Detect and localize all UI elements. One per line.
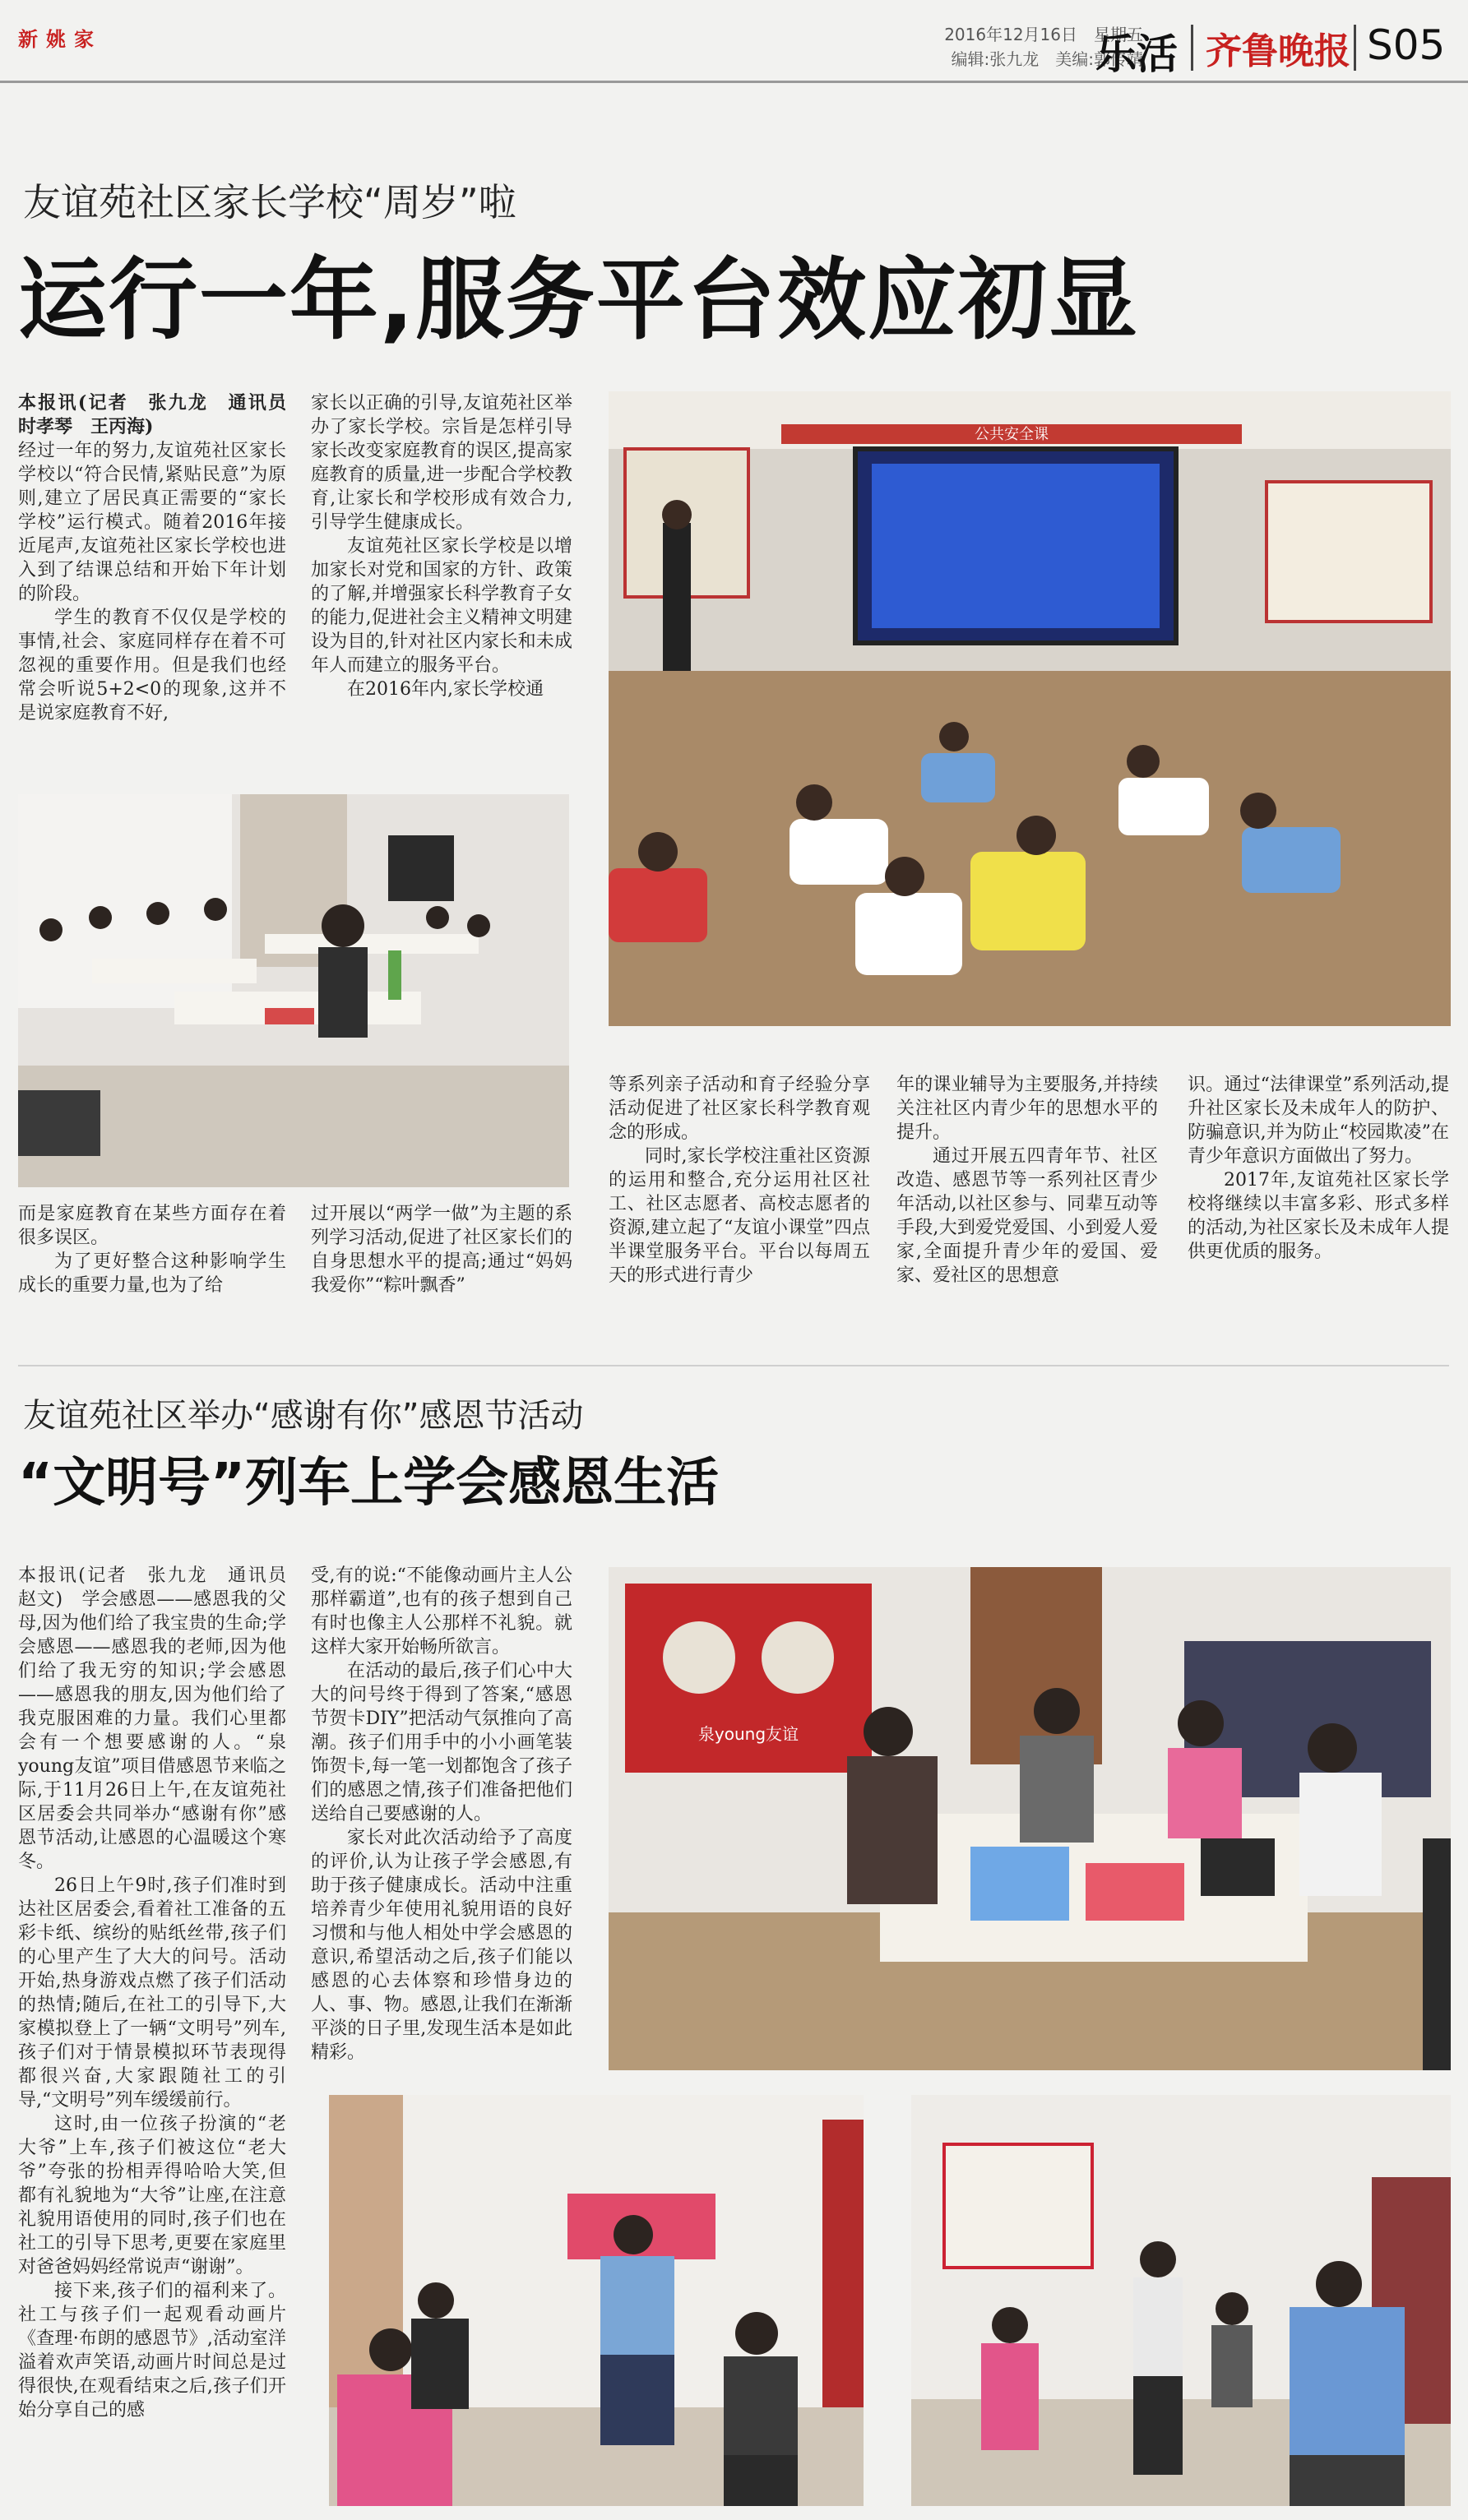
paragraph: 这时,由一位孩子扮演的“老大爷”上车,孩子们被这位“老大爷”夸张的扮相弄得哈哈大笑,但都有礼貌地为“大爷”让座,在注意礼貌用语使用的同时,孩子们也在社工的引导下思考,更要在家庭里对爸爸妈妈经常说声“谢谢”。 [18,2114,286,2277]
paragraph: 在活动的最后,孩子们心中大大的问号终于得到了答案,“感恩节贺卡DIY”把活动气氛推向了高潮。孩子们用手中的小小画笔装饰贺卡,每一笔一划都饱含了孩子们的感恩之情,孩子们准备把他们送给自己要感谢的人。 [311,1661,572,1824]
paragraph: 在2016年内,家长学校通 [347,679,544,700]
article2-title: “文明号”列车上学会感恩生活 [18,1453,720,1514]
editor-credits: 编辑:张九龙 美编:郭传靖 [951,49,1143,69]
paragraph: 友谊苑社区家长学校是以增加家长对党和国家的方针、政策的了解,并增强家长科学教育子女的能力,促进社会主义精神文明建设为目的,针对社区内家长和未成年人而建立的服务平台。 [311,536,572,676]
paragraph: 本报讯(记者 张九龙 通讯员 赵文) 学会感恩——感恩我的父母,因为他们给了我宝贵的生命;学会感恩——感恩我的老师,因为他们给了我无穷的知识;学会感恩——感恩我的朋友,因为他们给了我克服困难的力量。我们心里都会有一个想要感谢的人。“泉young友谊”项目借感恩节来临之际,于11月26日上午,在友谊苑社区居委会共同举办“感谢有你”感恩节活动,让感恩的心温暖这个寒冬。 [18,1565,305,1872]
paragraph: 而是家庭教育在某些方面存在着很多误区。 [18,1204,286,1248]
paragraph: 学生的教育不仅仅是学校的事情,社会、家庭同样存在着不可忽视的重要作用。但是我们也经常会听说5+2<0的现象,这并不是说家庭教育不好, [18,608,286,724]
page-number: S05 [1367,21,1446,69]
article1-column-4 [896,1073,1158,1288]
paragraph: 26日上午9时,孩子们准时到达社区居委会,看着社工准备的五彩卡纸、缤纷的贴纸丝带,孩子们的心里产生了大大的问号。活动开始,热身游戏点燃了孩子们活动的热情;随后,在社工的引导下,大家模拟登上了一辆“文明号”列车,孩子们对于情景模拟环节表现得都很兴奋,大家跟随社工的引导,“文明号”列车缓缓前行。 [18,1875,286,2111]
paragraph: 家长对此次活动给予了高度的评价,认为让孩子学会感恩,有助于孩子健康成长。活动中注重培养青少年使用礼貌用语的良好习惯和与他人相处中学会感恩的意识,希望活动之后,孩子们能以感恩的心去体察和珍惜身边的人、事、物。感恩,让我们在渐渐平淡的日子里,发现生活本是如此精彩。 [311,1828,572,2063]
paragraph: 识。通过“法律课堂”系列活动,提升社区家长及未成年人的防护、防骗意识,并为防止“校园欺凌”在青少年意识方面做出了努力。 [1188,1075,1449,1167]
paragraph: 等系列亲子活动和育子经验分享活动促进了社区家长科学教育观念的形成。 [609,1075,870,1143]
article1-column-5 [1188,1073,1449,1264]
article2-subtitle: 友谊苑社区举办“感谢有你”感恩节活动 [23,1397,584,1435]
photo-safety-class [609,391,1451,1026]
article-divider [18,1365,1449,1366]
paragraph: 通过开展五四青年节、社区改造、感恩节等一系列社区青少年活动,以社区参与、同辈互动等手段,大到爱党爱国、小到爱人爱家,全面提升青少年的爱国、爱家、爱社区的思想意 [896,1146,1158,1286]
issue-date: 2016年12月16日 星期五 [944,25,1143,44]
newspaper-logo: 齐鲁晚报 [1206,30,1350,72]
photo-card-diy [609,1567,1451,2070]
photo-role-play [911,2095,1451,2506]
article1-column-2 [311,391,572,701]
banner-text: 公共安全课 [975,426,1049,443]
paragraph: 为了更好整合这种影响学生成长的重要力量,也为了给 [18,1251,286,1296]
paragraph: 过开展以“两学一做”为主题的系列学习活动,促进了社区家长们的自身思想水平的提高;通过“妈妈我爱你”“粽叶飘香” [311,1204,572,1296]
article1-title: 运行一年,服务平台效应初显 [18,249,1140,352]
paragraph: 接下来,孩子们的福利来了。社工与孩子们一起观看动画片《查理·布朗的感恩节》,活动室洋溢着欢声笑语,动画片时间总是过得很快,在观看结束之后,孩子们开始分享自己的感 [18,2281,286,2421]
article1-column-1-continued [18,1202,286,1297]
banner-text: 泉young友谊 [697,1724,799,1744]
article1-column-2-continued [311,1202,572,1297]
section-name: 乐活 [1095,30,1178,78]
article2-column-2 [311,1564,572,2065]
paragraph: 年的课业辅导为主要服务,并持续关注社区内青少年的思想水平的提升。 [896,1075,1158,1143]
header-separator [1354,25,1356,71]
paragraph: 同时,家长学校注重社区资源的运用和整合,充分运用社区社工、社区志愿者、高校志愿者的资源,建立起了“友谊小课堂”四点半课堂服务平台。平台以每周五天的形式进行青少 [609,1146,870,1286]
header-separator [1191,25,1193,71]
article2-column-1 [18,1564,305,2422]
article1-column-3 [609,1073,870,1288]
paragraph: 受,有的说:“不能像动画片主人公那样霸道”,也有的孩子想到自己有时也像主人公那样不礼貌。就这样大家开始畅所欲言。 [311,1565,572,1658]
photo-train-simulation [329,2095,864,2506]
paragraph: 2017年,友谊苑社区家长学校将继续以丰富多彩、形式多样的活动,为社区家长及未成年人提供更优质的服务。 [1188,1170,1449,1262]
article1-column-1 [18,391,305,725]
header-rule [0,81,1468,83]
supplement-brand: 新姚家 [18,28,102,51]
photo-parent-class [18,794,569,1187]
byline: 本报讯(记者 张九龙 通讯员 时孝琴 王丙海) [18,392,305,437]
paragraph: 经过一年的努力,友谊苑社区家长学校以“符合民情,紧贴民意”为原则,建立了居民真正需要的“家长学校”运行模式。随着2016年接近尾声,友谊苑社区家长学校也进入到了结课总结和开始下年计划的阶段。 [18,441,286,604]
article1-subtitle: 友谊苑社区家长学校“周岁”啦 [23,180,516,224]
paragraph: 家长以正确的引导,友谊苑社区举办了家长学校。宗旨是怎样引导家长改变家庭教育的误区,提高家庭教育的质量,进一步配合学校教育,让家长和学校形成有效合力,引导学生健康成长。 [311,393,572,533]
